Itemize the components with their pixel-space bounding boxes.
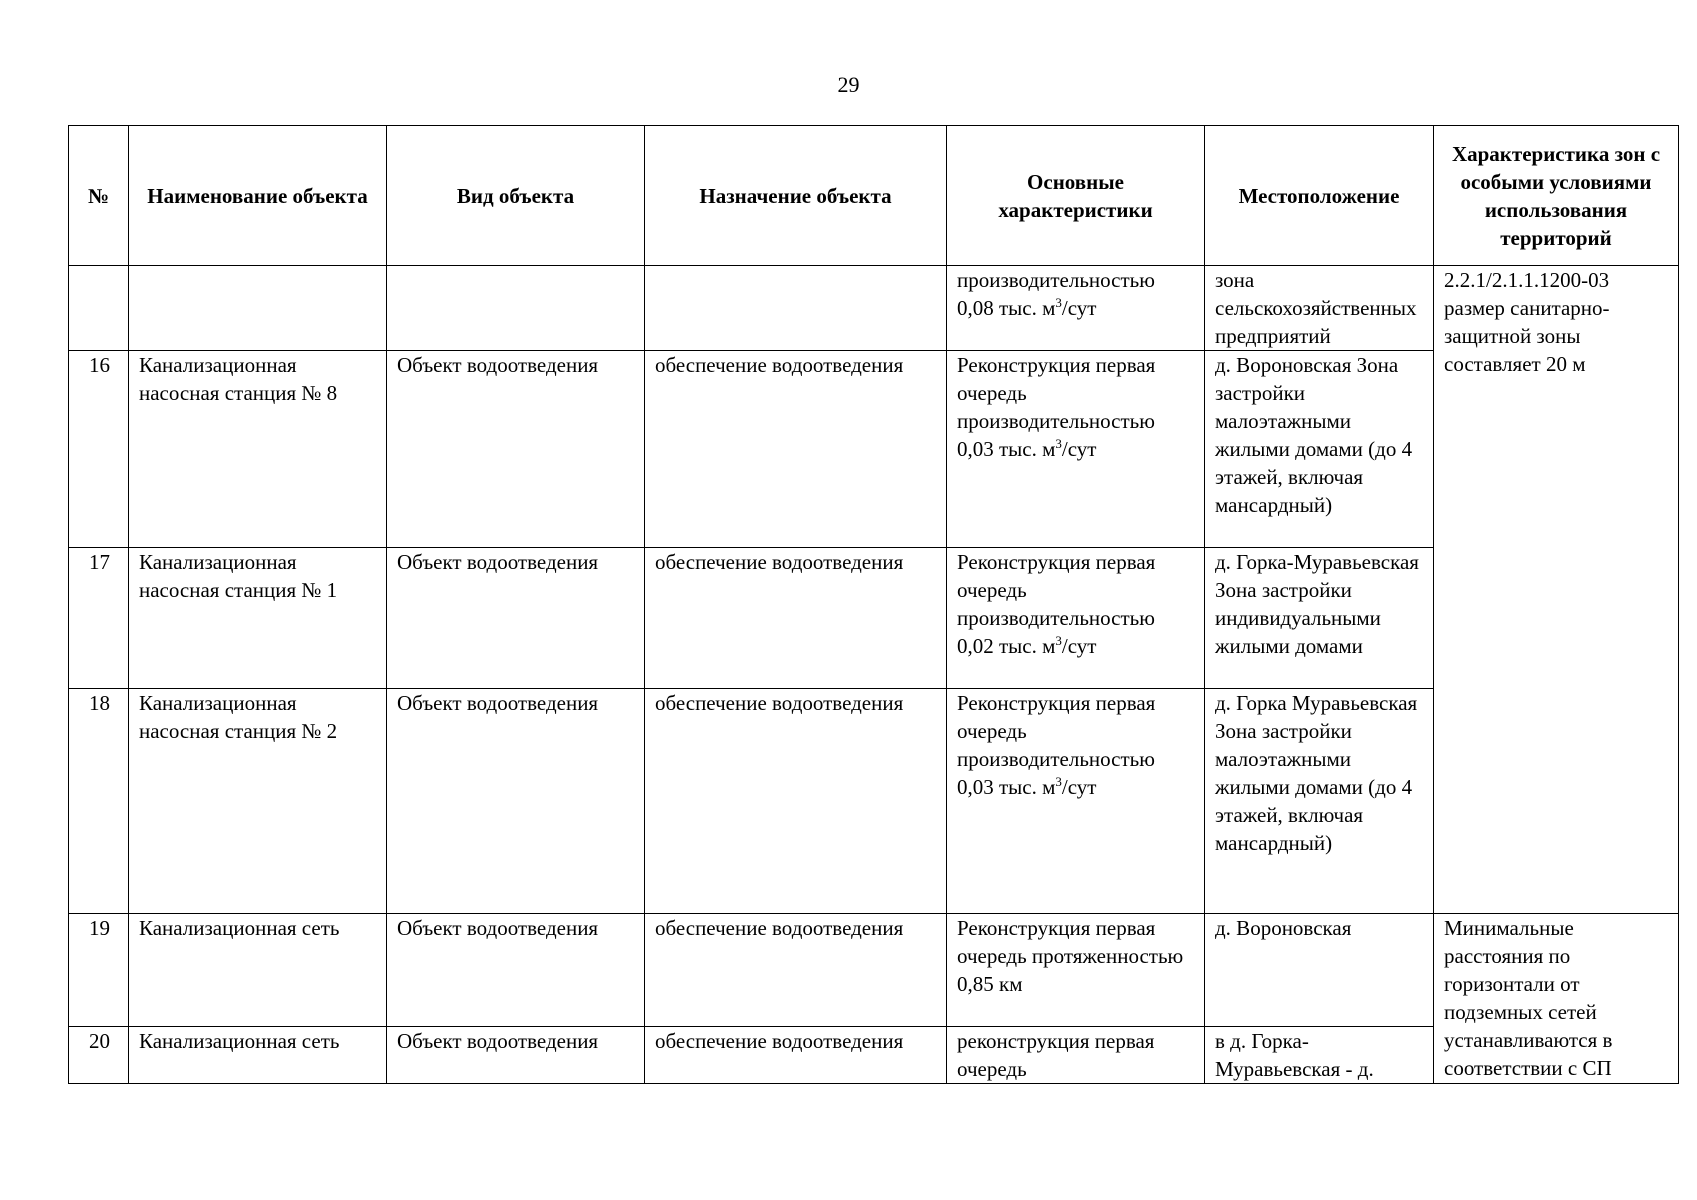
row-name: Канализационная сеть [129,1027,387,1084]
characteristics-sup: 3 [1055,295,1062,310]
characteristics-text: производительностью 0,08 тыс. м [957,268,1155,320]
row-location: д. Горка Муравьевская Зона застройки малоэтажными жилыми домами (до 4 этажей, включая мансардный) [1205,689,1434,914]
row-purpose: обеспечение водоотведения [645,1027,947,1084]
row-location: д. Вороновская [1205,914,1434,1027]
table-header-row [69,126,1679,266]
row-characteristics [947,548,1205,689]
header-zones: Характеристика зон с особыми условиями использования территорий [1434,126,1679,266]
table-row [69,914,1679,1027]
row-name: Канализационная сеть [129,914,387,1027]
header-num: № [69,126,129,266]
characteristics-unit: /сут [1061,437,1097,461]
row-location: д. Горка-Муравьевская Зона застройки индивидуальными жилыми домами [1205,548,1434,689]
row-characteristics [947,266,1205,351]
header-type: Вид объекта [387,126,645,266]
header-purpose: Назначение объекта [645,126,947,266]
row-type: Объект водоотведения [387,689,645,914]
row-location: д. Вороновская Зона застройки малоэтажными жилыми домами (до 4 этажей, включая мансардный) [1205,351,1434,548]
row-num: 20 [69,1027,129,1084]
row-zone-characteristics: 2.2.1/2.1.1.1200-03 размер санитарно-защитной зоны составляет 20 м [1434,266,1679,914]
row-characteristics: реконструкция первая очередь [947,1027,1205,1084]
row-purpose: обеспечение водоотведения [645,914,947,1027]
row-type [387,266,645,351]
row-location: в д. Горка-Муравьевская - д. [1205,1027,1434,1084]
characteristics-unit: /сут [1061,634,1097,658]
characteristics-text: Реконструкция первая очередь производительностью 0,03 тыс. м [957,691,1156,799]
row-purpose: обеспечение водоотведения [645,351,947,548]
row-characteristics [947,689,1205,914]
row-characteristics [947,351,1205,548]
row-type: Объект водоотведения [387,1027,645,1084]
row-num: 16 [69,351,129,548]
objects-table [68,125,1679,1084]
row-num [69,266,129,351]
row-name: Канализационная насосная станция № 1 [129,548,387,689]
row-num: 18 [69,689,129,914]
header-location: Местоположение [1205,126,1434,266]
header-characteristics: Основные характеристики [947,126,1205,266]
row-type: Объект водоотведения [387,548,645,689]
row-location: зона сельскохозяйственных предприятий [1205,266,1434,351]
characteristics-sup: 3 [1055,633,1062,648]
row-name [129,266,387,351]
row-type: Объект водоотведения [387,351,645,548]
row-num: 19 [69,914,129,1027]
row-type: Объект водоотведения [387,914,645,1027]
characteristics-text: Реконструкция первая очередь производительностью 0,03 тыс. м [957,353,1156,461]
characteristics-sup: 3 [1055,436,1062,451]
row-purpose [645,266,947,351]
characteristics-unit: /сут [1061,296,1097,320]
characteristics-sup: 3 [1055,774,1062,789]
characteristics-text: Реконструкция первая очередь производительностью 0,02 тыс. м [957,550,1156,658]
row-name: Канализационная насосная станция № 2 [129,689,387,914]
row-name: Канализационная насосная станция № 8 [129,351,387,548]
row-purpose: обеспечение водоотведения [645,548,947,689]
row-purpose: обеспечение водоотведения [645,689,947,914]
row-num: 17 [69,548,129,689]
header-name: Наименование объекта [129,126,387,266]
page-number: 29 [837,72,860,97]
row-characteristics: Реконструкция первая очередь протяженностью 0,85 км [947,914,1205,1027]
row-zone-characteristics: Минимальные расстояния по горизонтали от подземных сетей устанавливаются в соответствии с СП [1434,914,1679,1084]
characteristics-unit: /сут [1061,775,1097,799]
table-row [69,266,1679,351]
